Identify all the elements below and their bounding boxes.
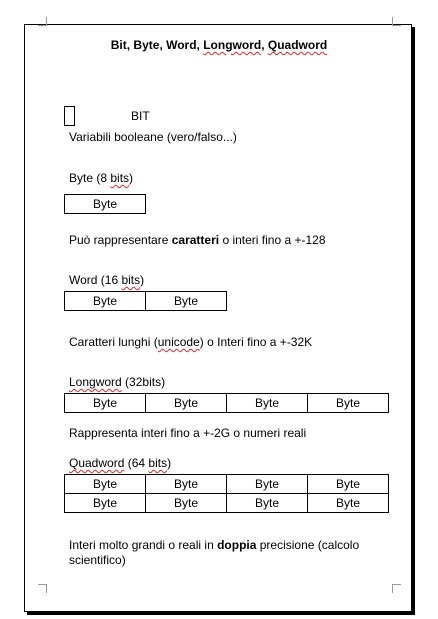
byte-heading: Byte (8 bits) [69,171,134,185]
word-table [64,291,227,311]
byte-cell: Byte [146,494,227,513]
title-quadword: Quadword [267,38,328,52]
byte-cell: Byte [227,394,308,413]
byte-cell: Byte [146,475,227,494]
byte-cell: Byte [227,494,308,513]
byte-description: Può rappresentare caratteri o interi fino a +-128 [69,233,326,247]
document-title: Bit, Byte, Word, Longword, Quadword [110,38,328,52]
byte-cell: Byte [65,195,146,214]
longword-description: Rappresenta interi fino a +-2G o numeri reali [69,426,307,440]
document-page [24,24,412,612]
byte-cell: Byte [146,394,227,413]
crop-mark-top-right [392,17,401,26]
quadword-table [64,474,389,513]
longword-heading: Longword (32bits) [69,375,166,389]
bit-description: Variabili booleane (vero/falso...) [69,130,237,144]
longword-table [64,393,389,413]
byte-cell: Byte [65,292,146,311]
byte-table [64,194,146,214]
quadword-description-line1: Interi molto grandi o reali in doppia precisione (calcolo [69,538,360,552]
quadword-description-line2: scientifico) [69,553,126,567]
quadword-heading: Quadword (64 bits) [69,456,172,470]
bit-box [64,106,75,126]
title-longword: Longword [203,38,262,52]
word-description: Caratteri lunghi (unicode) o Interi fino a +-32K [69,335,313,349]
byte-cell: Byte [227,475,308,494]
table-row [65,475,389,494]
byte-cell: Byte [65,494,146,513]
byte-cell: Byte [308,494,389,513]
byte-cell: Byte [65,394,146,413]
byte-cell: Byte [65,475,146,494]
crop-mark-top-left [38,17,47,26]
table-row [65,494,389,513]
bit-label: BIT [131,109,150,123]
word-heading: Word (16 bits) [69,273,145,287]
crop-mark-bottom-left [38,584,47,593]
byte-cell: Byte [308,394,389,413]
crop-mark-bottom-right [392,584,401,593]
byte-cell: Byte [146,292,227,311]
byte-cell: Byte [308,475,389,494]
